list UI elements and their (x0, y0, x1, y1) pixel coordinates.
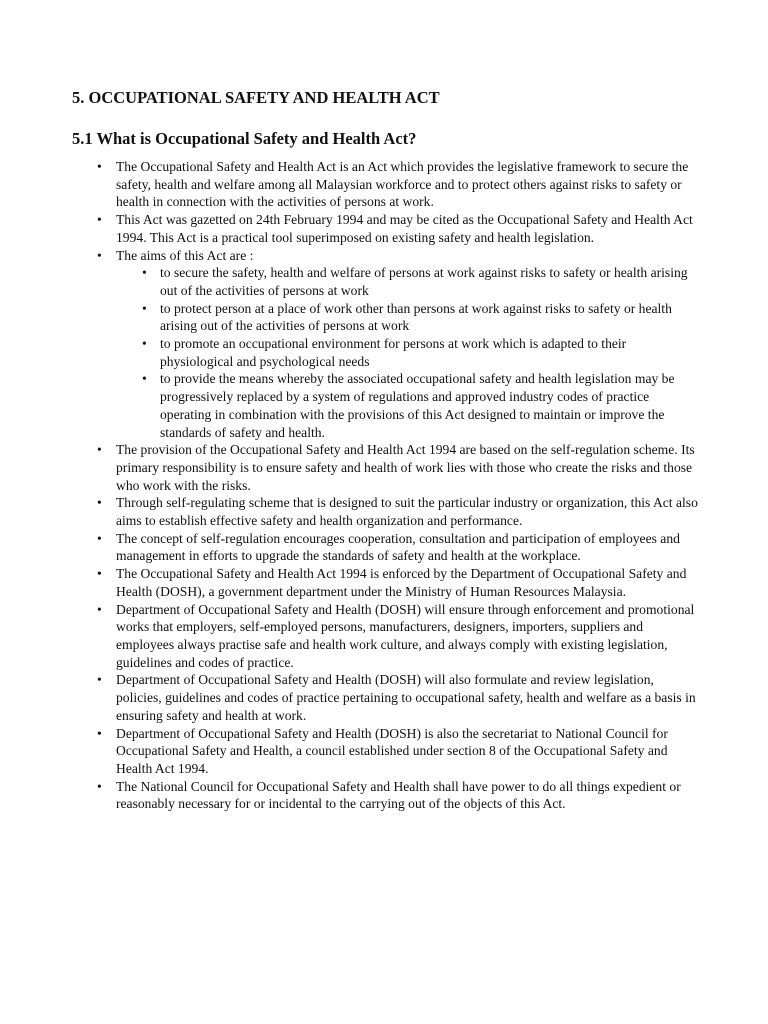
bullet-icon: • (97, 212, 102, 228)
list-item-text: The Occupational Safety and Health Act is an Act which provides the legislative framework to secure the safety, health and welfare among all Malaysian workforce and to protect others against risks to safety or health in connection with the activities of persons at work. (116, 159, 689, 210)
list-item-text: Department of Occupational Safety and Health (DOSH) will also formulate and review legislation, policies, guidelines and codes of practice pertaining to occupational safety, health and welfare as a basis in ensuring safety and health at work. (116, 672, 696, 723)
list-item (72, 601, 702, 672)
bullet-icon: • (97, 778, 102, 794)
list-item-text: The National Council for Occupational Safety and Health shall have power to do all things expedient or reasonably necessary for or incidental to the carrying out of the objects of this Act. (116, 778, 681, 812)
bullet-icon: • (97, 530, 102, 546)
bullet-icon: • (142, 336, 147, 352)
bullet-icon: • (97, 725, 102, 741)
sublist-item (116, 370, 702, 441)
list-item (72, 725, 702, 778)
bullet-icon: • (97, 159, 102, 174)
bullet-icon: • (97, 442, 102, 458)
aims-sublist (116, 264, 702, 441)
sublist-item (116, 300, 702, 335)
bullet-icon: • (142, 371, 147, 387)
section-heading: 5. OCCUPATIONAL SAFETY AND HEALTH ACT (72, 88, 440, 107)
list-item (72, 494, 702, 529)
sublist-item-text: to protect person at a place of work other than persons at work against risks to safety or health arising out of the activities of persons at work (160, 300, 672, 334)
bullet-list (72, 158, 702, 813)
bullet-icon: • (97, 601, 102, 617)
sublist-item (116, 335, 702, 370)
bullet-icon: • (97, 672, 102, 688)
list-item-text: This Act was gazetted on 24th February 1994 and may be cited as the Occupational Safety and Health Act 1994. This Act is a practical tool superimposed on existing safety and health legislation. (116, 212, 693, 245)
sublist-item (116, 264, 702, 299)
bullet-icon: • (97, 247, 102, 263)
bullet-icon: • (97, 495, 102, 511)
list-item (72, 530, 702, 565)
list-item (72, 778, 702, 813)
list-item-text: The provision of the Occupational Safety and Health Act 1994 are based on the self-regulation scheme. Its primary responsibility is to ensure safety and health of work lies with those who create the risks and those who work with the risks. (116, 442, 695, 493)
list-item-text: The Occupational Safety and Health Act 1994 is enforced by the Department of Occupational Safety and Health (DOSH), a government department under the Ministry of Human Resources Malaysia. (116, 566, 687, 599)
list-item (72, 158, 702, 211)
list-item (72, 211, 702, 246)
list-item-text: Department of Occupational Safety and Health (DOSH) will ensure through enforcement and promotional works that employers, self-employed persons, manufacturers, designers, importers, suppliers and employees always practise safe and health work culture, and always comply with existing legislation, guidelines and codes of practice. (116, 601, 695, 670)
sublist-item-text: to promote an occupational environment for persons at work which is adapted to their physiological and psychological needs (160, 336, 627, 369)
list-item (72, 565, 702, 600)
bullet-icon: • (97, 566, 102, 582)
list-item-text: Department of Occupational Safety and Health (DOSH) is also the secretariat to National Council for Occupational Safety and Health, a council established under section 8 of the Occupational Safety and Health Act 1994. (116, 725, 668, 776)
bullet-icon: • (142, 300, 147, 316)
list-item (72, 247, 702, 442)
list-item (72, 441, 702, 494)
list-item (72, 671, 702, 724)
sublist-item-text: to secure the safety, health and welfare of persons at work against risks to safety or health arising out of the activities of persons at work (160, 265, 688, 298)
list-item-text: The aims of this Act are : (116, 247, 254, 263)
list-item-text: Through self-regulating scheme that is designed to suit the particular industry or organization, this Act also aims to establish effective safety and health organization and performance. (116, 495, 698, 529)
subsection-heading: 5.1 What is Occupational Safety and Health Act? (72, 129, 417, 148)
document-page (72, 88, 702, 813)
sublist-item-text: to provide the means whereby the associated occupational safety and health legislation may be progressively replaced by a system of regulations and approved industry codes of practice operating in combination with the provisions of this Act designed to maintain or improve the standards of safety and health. (160, 371, 675, 440)
bullet-icon: • (142, 265, 147, 281)
list-item-text: The concept of self-regulation encourages cooperation, consultation and participation of employees and management in efforts to upgrade the standards of safety and health at the workplace. (116, 530, 680, 564)
